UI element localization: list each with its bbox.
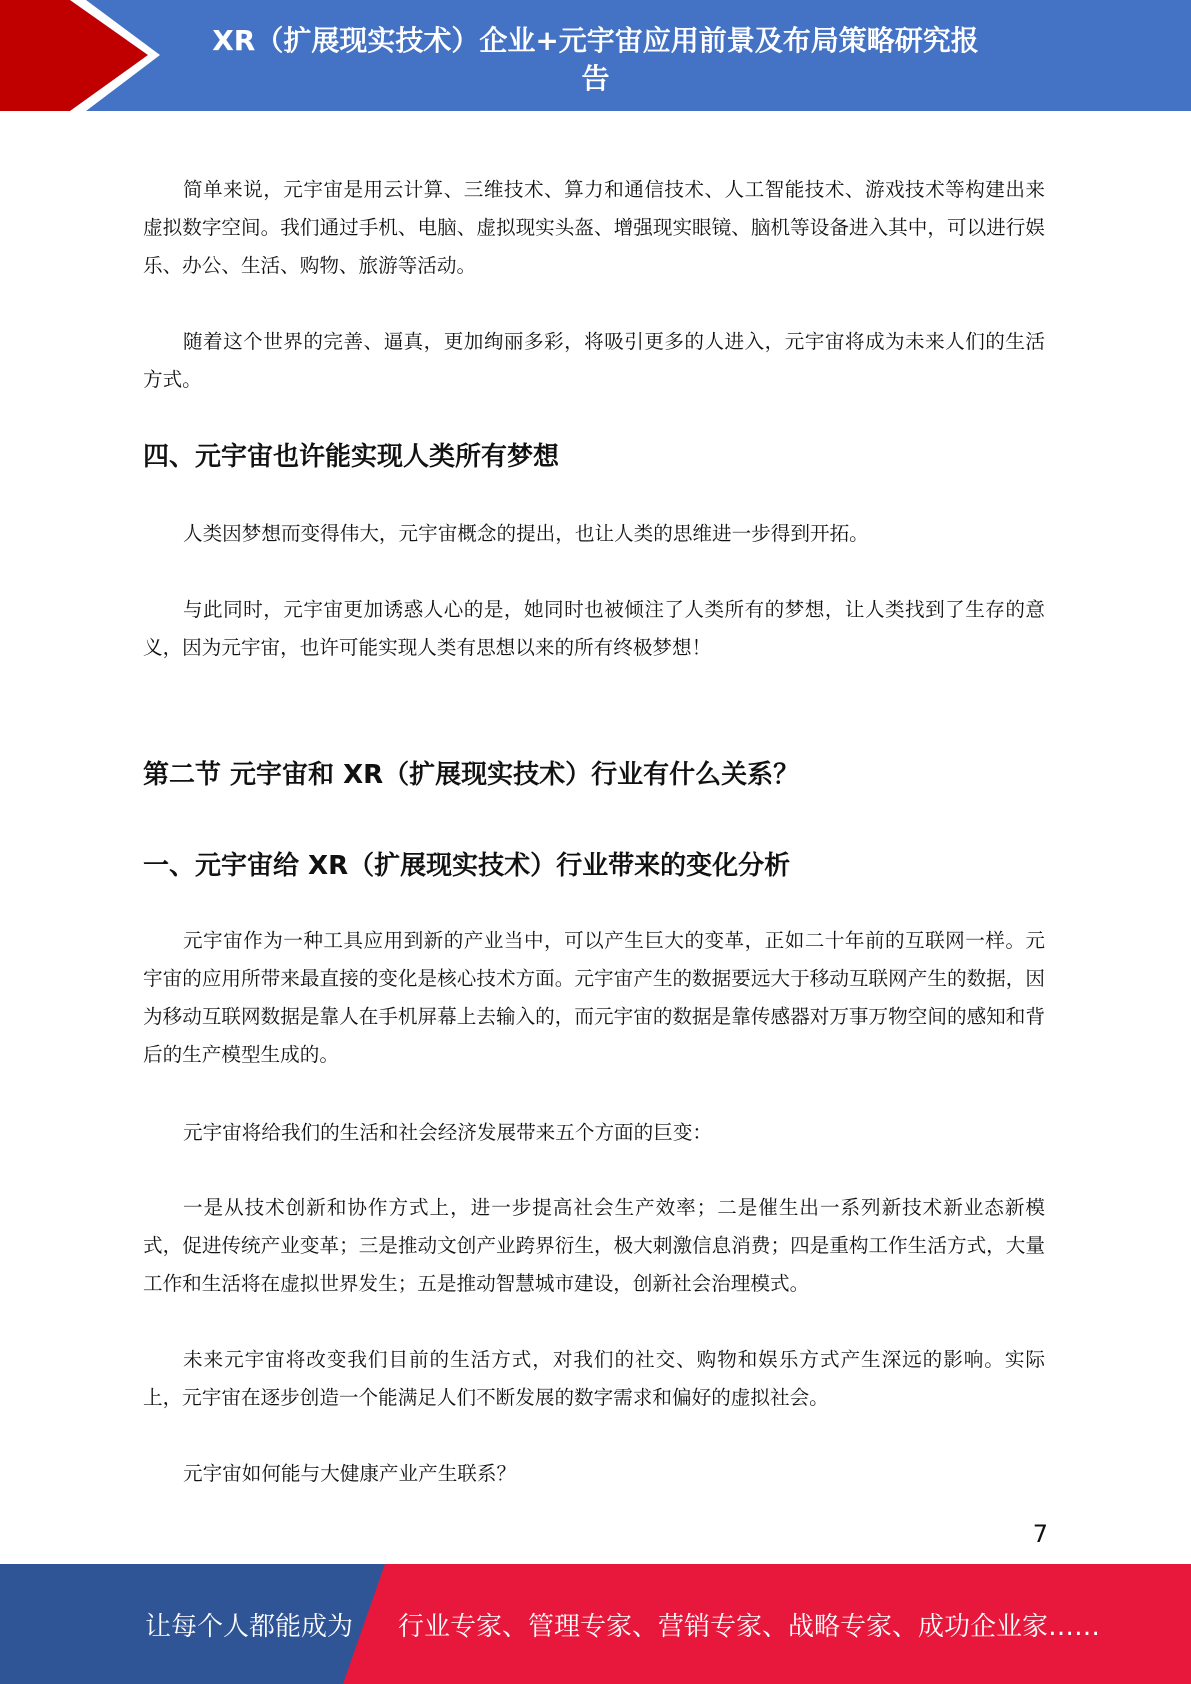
paragraph-dreams-1: 人类因梦想而变得伟大，元宇宙概念的提出，也让人类的思维进一步得到开拓。: [183, 522, 869, 545]
chapter-heading-section2: 第二节 元宇宙和 XR（扩展现实技术）行业有什么关系？: [143, 760, 800, 790]
header-title-line1: XR（扩展现实技术）企业+元宇宙应用前景及布局策略研究报: [212, 24, 979, 57]
page-footer: [0, 1564, 1191, 1684]
paragraph-future: 未来元宇宙将改变我们目前的生活方式，对我们的社交、购物和娱乐方式产生深远的影响。实际上，元宇宙在逐步创造一个能满足人们不断发展的数字需求和偏好的虚拟社会。: [143, 1348, 1045, 1409]
paragraph-definition: 简单来说，元宇宙是用云计算、三维技术、算力和通信技术、人工智能技术、游戏技术等构建出来虚拟数字空间。我们通过手机、电脑、虚拟现实头盔、增强现实眼镜、脑机等设备进入其中，可以进行娱乐、办公、生活、购物、旅游等活动。: [143, 178, 1045, 277]
footer-slogan-right: 行业专家、管理专家、营销专家、战略专家、成功企业家……: [398, 1612, 1101, 1642]
footer-slogan-left: 让每个人都能成为: [145, 1612, 354, 1642]
header-title: [150, 22, 1041, 98]
header-title-line2: 告: [581, 62, 610, 95]
paragraph-health-question: 元宇宙如何能与大健康产业产生联系？: [183, 1462, 517, 1485]
page-header: [0, 0, 1191, 111]
section-heading-dreams: 四、元宇宙也许能实现人类所有梦想: [143, 442, 560, 472]
page-number: 7: [1032, 1520, 1048, 1548]
paragraph-five-aspects: 一是从技术创新和协作方式上，进一步提高社会生产效率；二是催生出一系列新技术新业态新模式，促进传统产业变革；三是推动文创产业跨界衍生，极大刺激信息消费；四是重构工作生活方式，大量工作和生活将在虚拟世界发生；五是推动智慧城市建设，创新社会治理模式。: [143, 1196, 1045, 1295]
paragraph-dreams-2: 与此同时，元宇宙更加诱惑人心的是，她同时也被倾注了人类所有的梦想，让人类找到了生存的意义，因为元宇宙，也许可能实现人类有思想以来的所有终极梦想！: [143, 598, 1045, 659]
paragraph-changes: 元宇宙作为一种工具应用到新的产业当中，可以产生巨大的变革，正如二十年前的互联网一样。元宇宙的应用所带来最直接的变化是核心技术方面。元宇宙产生的数据要远大于移动互联网产生的数据，因为移动互联网数据是靠人在手机屏幕上去输入的，而元宇宙的数据是靠传感器对万事万物空间的感知和背后的生产模型生成的。: [143, 929, 1045, 1066]
paragraph-five-aspects-intro: 元宇宙将给我们的生活和社会经济发展带来五个方面的巨变：: [183, 1121, 713, 1144]
paragraph-lifestyle: 随着这个世界的完善、逼真，更加绚丽多彩，将吸引更多的人进入，元宇宙将成为未来人们的生活方式。: [143, 330, 1045, 391]
section-heading-changes: 一、元宇宙给 XR（扩展现实技术）行业带来的变化分析: [143, 851, 791, 881]
